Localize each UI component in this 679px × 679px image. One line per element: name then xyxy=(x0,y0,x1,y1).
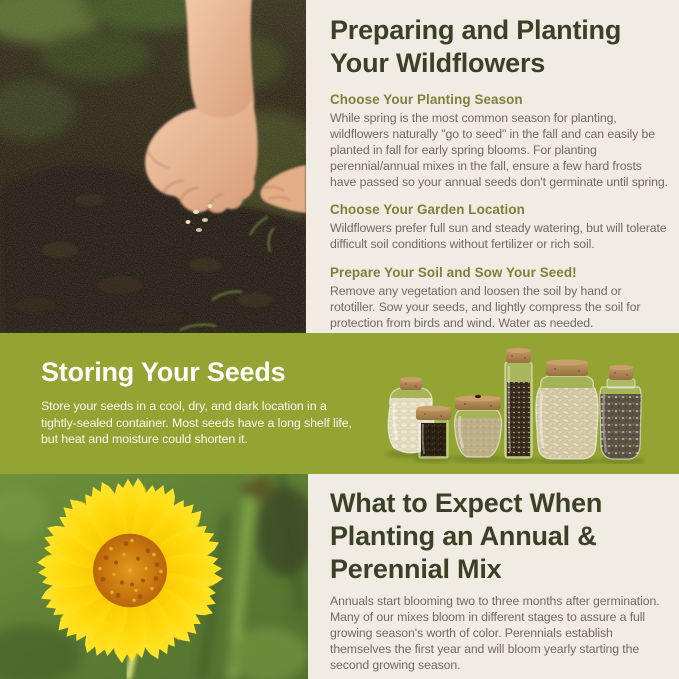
storing-seeds-body: Store your seeds in a cool, dry, and dark location in a tightly-sealed container. Most seeds have a long shelf life, but heat and moisture could shorten it. xyxy=(41,399,352,446)
section-heading: Choose Your Planting Season xyxy=(330,91,523,107)
storing-seeds-band xyxy=(0,333,679,474)
section-body: Remove any vegetation and loosen the soil by hand or rototiller. Sow your seeds, and lightly compress the soil for protection from birds and wind. Water as needed. xyxy=(330,283,641,330)
what-to-expect-body: Annuals start blooming two to three months after germination. Many of our mixes bloom in different stages to assure a full growing season's worth of color. Perennials establish themselves the first year and will bloom yearly starting the second growing season. xyxy=(330,593,660,673)
jar-squash-seeds xyxy=(533,360,601,461)
storing-seeds-text xyxy=(41,357,359,448)
section-heading: Choose Your Garden Location xyxy=(330,202,525,218)
jar-dark-seeds-small xyxy=(416,406,451,458)
what-to-expect-title: What to Expect When Planting an Annual & Perennial Mix xyxy=(330,488,603,584)
planting-guide-title: Preparing and Planting Your Wildflowers xyxy=(330,15,622,78)
section-garden-location xyxy=(330,202,668,252)
storing-seeds-title: Storing Your Seeds xyxy=(41,357,286,387)
seed-jars-photo xyxy=(383,346,645,464)
section-body: While spring is the most common season for planting, wildflowers naturally "go to seed" in the fall and can easily be planted in fall for early spring blooms. For planting perennial/annual mixes in the fall, ensure a few hard frosts have passed so your annual seeds don't germinate until spring. xyxy=(330,110,668,190)
jar-tan-seeds xyxy=(451,395,505,460)
section-heading: Prepare Your Soil and Sow Your Seed! xyxy=(330,264,577,280)
section-body: Wildflowers prefer full sun and steady watering, but will tolerate difficult soil conditions without fertilizer or rich soil. xyxy=(330,221,667,252)
section-prepare-soil xyxy=(330,265,668,331)
soil-planting-photo xyxy=(0,0,306,333)
what-to-expect-panel xyxy=(330,487,668,673)
planting-guide-panel xyxy=(330,14,668,331)
yellow-flower-photo xyxy=(0,474,308,679)
jar-chia-tall xyxy=(505,348,532,458)
section-planting-season xyxy=(330,92,668,190)
jar-mixed-seeds xyxy=(597,365,645,460)
